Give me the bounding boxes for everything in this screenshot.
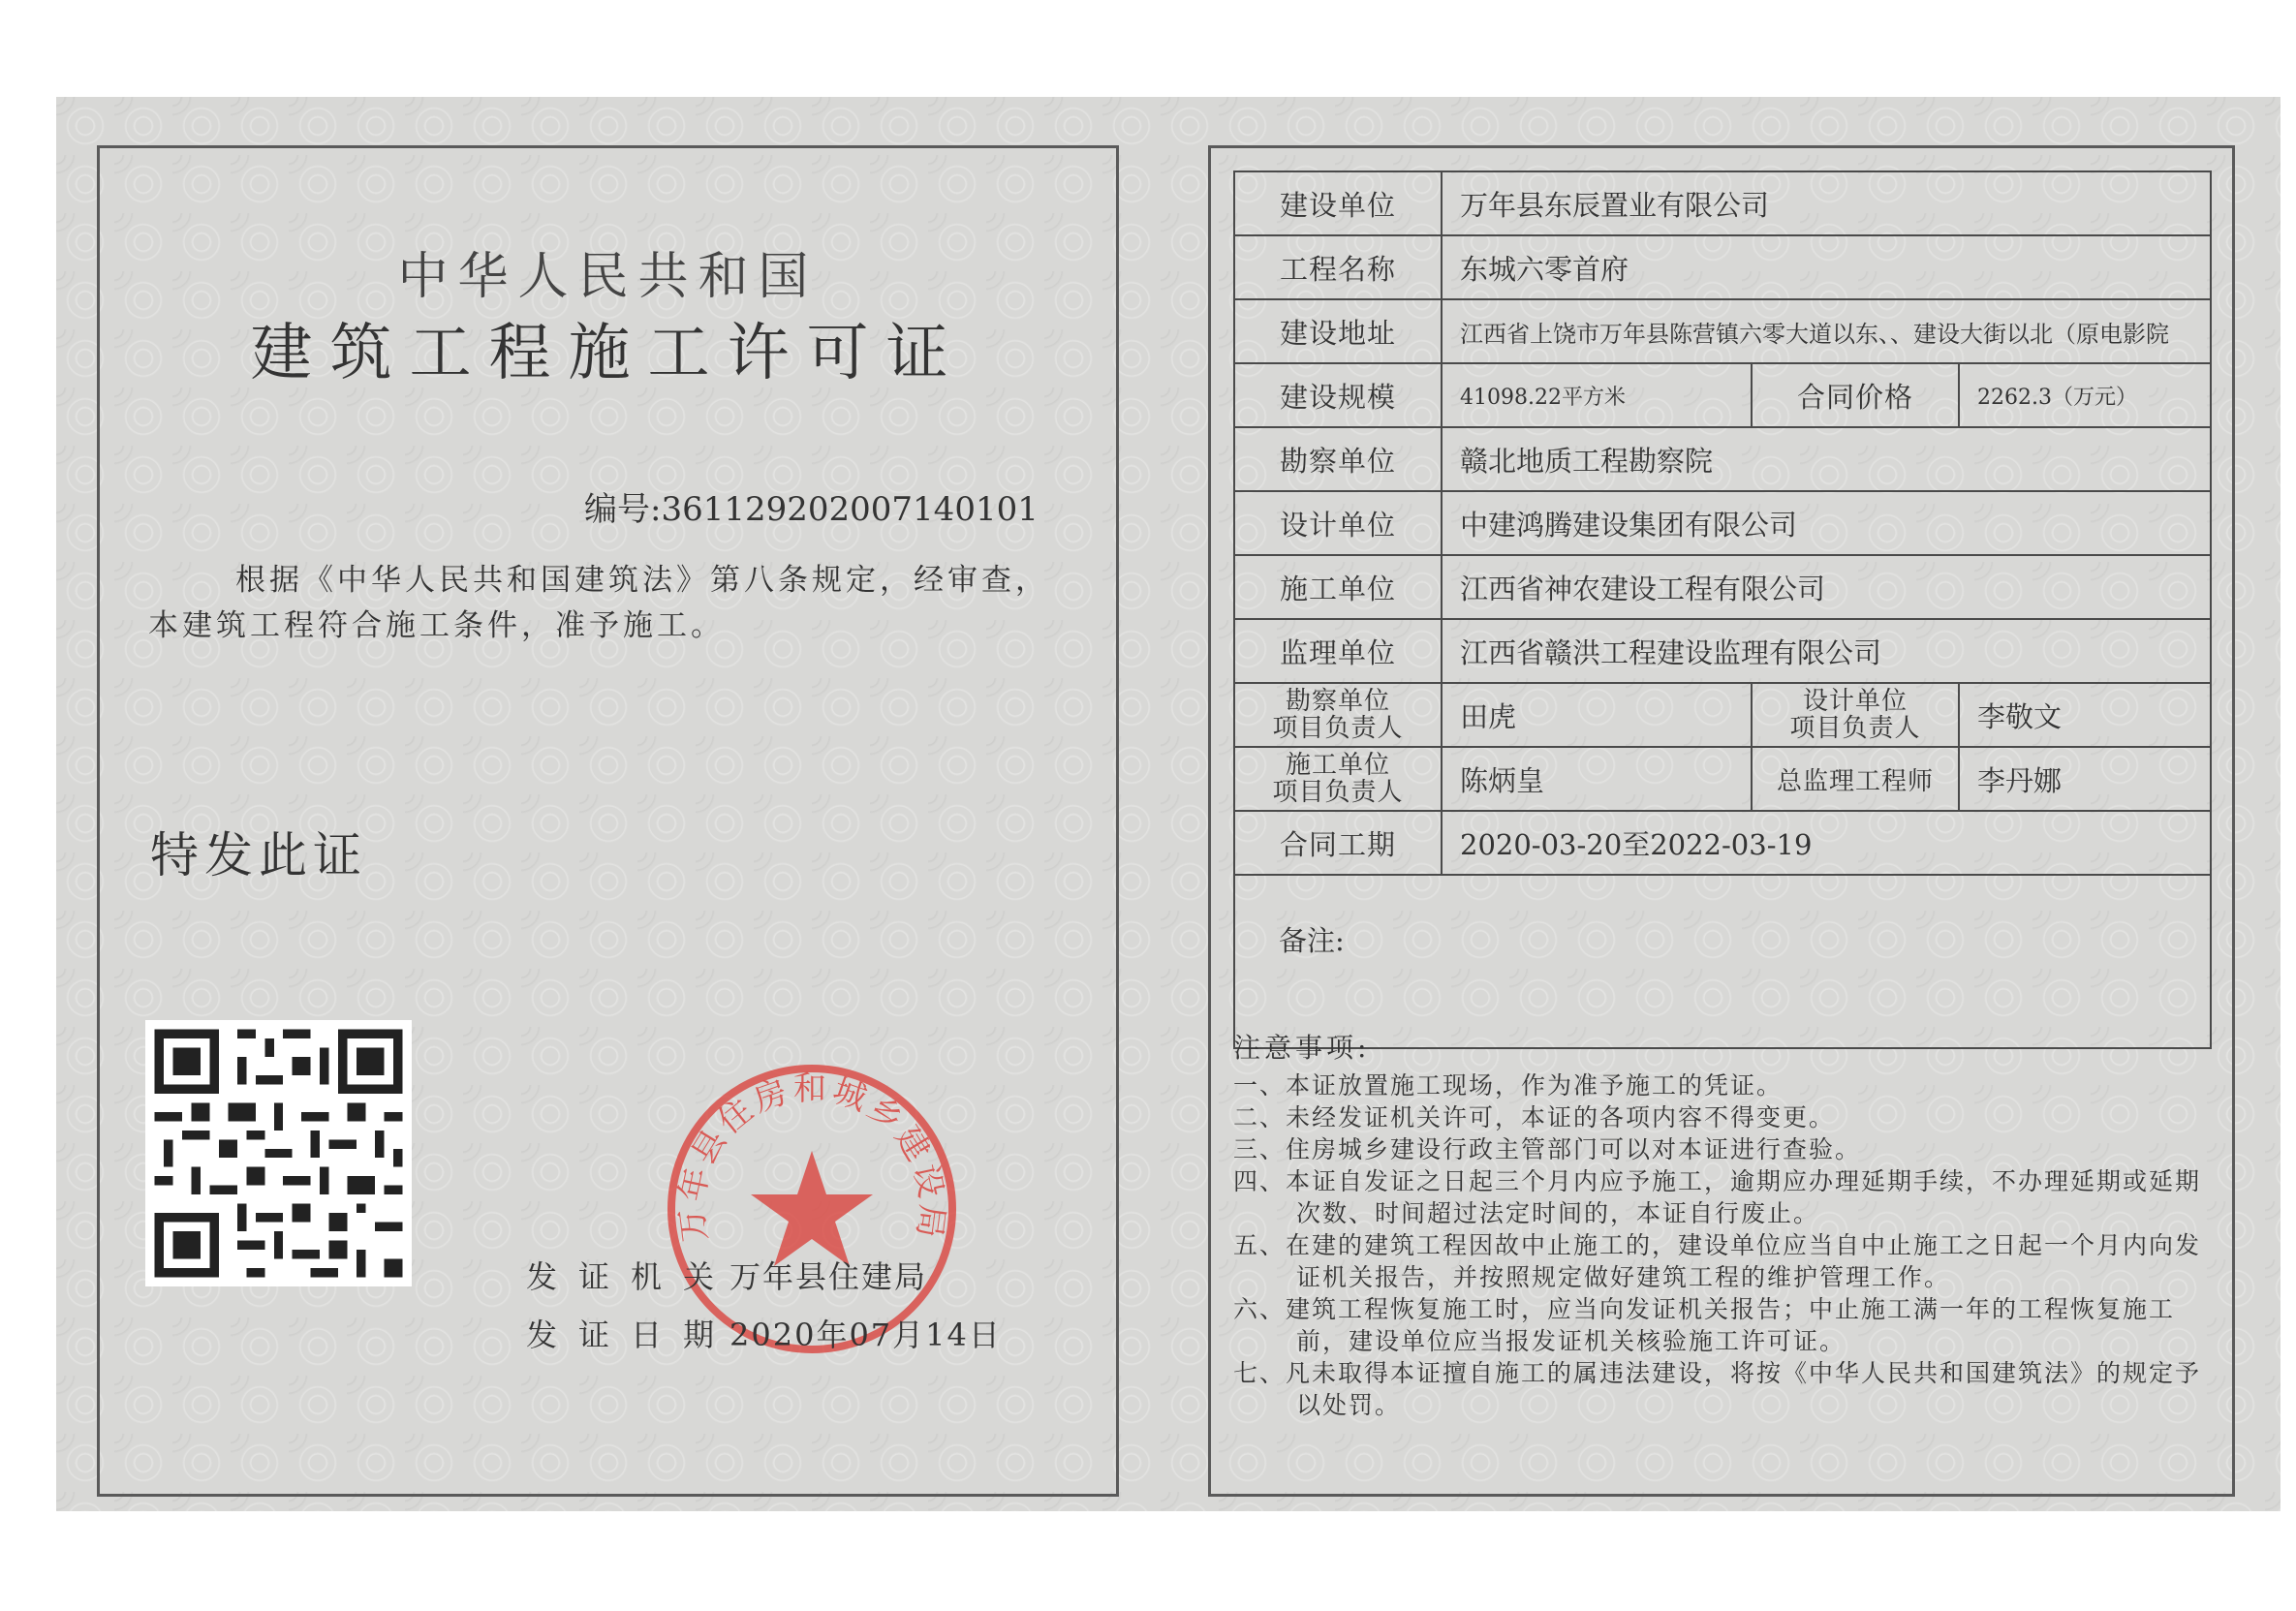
table-row [1234,811,2211,875]
scale-value: 41098.22平方米 [1442,363,1752,427]
list-item: 三、住房城乡建设行政主管部门可以对本证进行查验。 [1233,1135,1862,1163]
construction-unit-label: 施工单位 [1234,555,1442,619]
supervision-unit-label: 监理单位 [1234,619,1442,683]
issue-date-row [526,1311,1002,1355]
number-label: 编号: [584,490,662,529]
supervision-unit-value: 江西省赣洪工程建设监理有限公司 [1442,619,2211,683]
issue-date-value: 2020年07月14日 [729,1317,1002,1353]
design-pm-value: 李敬文 [1959,683,2211,747]
table-row [1234,555,2211,619]
price-value: 2262.3（万元） [1959,363,2211,427]
survey-unit-label: 勘察单位 [1234,427,1442,491]
table-row [1234,683,2211,747]
project-name-label: 工程名称 [1234,235,1442,299]
construction-unit-value: 江西省神农建设工程有限公司 [1442,555,2211,619]
design-unit-value: 中建鸿腾建设集团有限公司 [1442,491,2211,555]
table-row [1234,363,2211,427]
chief-supervisor-label: 总监理工程师 [1752,747,1959,811]
design-unit-label: 设计单位 [1234,491,1442,555]
notes-section [1233,1032,2212,1421]
address-label: 建设地址 [1234,299,1442,363]
construction-pm-label [1234,747,1442,811]
issuer-row [526,1253,927,1297]
design-pm-label [1752,683,1959,747]
design-pm-label-line2: 项目负责人 [1789,714,1921,743]
survey-pm-label-line1: 勘察单位 [1285,687,1390,716]
table-row [1234,235,2211,299]
certificate-number [584,482,1039,530]
table-row [1234,299,2211,363]
list-item: 四、本证自发证之日起三个月内应予施工，逾期应办理延期手续，不办理延期或延期次数、时间超过法定时间的，本证自行废止。 [1233,1167,2202,1227]
builder-label: 建设单位 [1234,171,1442,235]
address-value: 江西省上饶市万年县陈营镇六零大道以东、、建设大街以北（原电影院 [1442,299,2211,363]
contract-period-label: 合同工期 [1234,811,1442,875]
seal-text: 万年县住房和城乡建设局 [671,1069,952,1244]
issue-date-label: 发证日期 [526,1317,736,1353]
table-row [1234,491,2211,555]
survey-pm-label [1234,683,1442,747]
table-row [1234,747,2211,811]
project-name-value: 东城六零首府 [1442,235,2211,299]
notes-heading: 注意事项: [1233,1032,1371,1064]
special-issue-text: 特发此证 [150,827,367,883]
construction-pm-value: 陈炳皇 [1442,747,1752,811]
list-item: 二、未经发证机关许可，本证的各项内容不得变更。 [1233,1103,1836,1131]
number-value: 361129202007140101 [661,490,1039,529]
survey-pm-label-line2: 项目负责人 [1272,714,1404,743]
contract-period-value: 2020-03-20至2022-03-19 [1442,811,2211,875]
issuer-value: 万年县住建局 [729,1258,928,1295]
remarks-label: 备注: [1279,924,1345,957]
chief-supervisor-value: 李丹娜 [1959,747,2211,811]
table-row [1234,171,2211,235]
qr-code-icon [145,1020,412,1286]
construction-pm-label-line1: 施工单位 [1285,751,1390,780]
survey-unit-value: 赣北地质工程勘察院 [1442,427,2211,491]
project-details-table [1233,170,2212,1049]
legal-basis-line2: 本建筑工程符合施工条件，准予施工。 [148,608,725,643]
certificate-title: 建筑工程施工许可证 [250,318,966,389]
list-item: 六、建筑工程恢复施工时，应当向发证机关报告；中止施工满一年的工程恢复施工前，建设单位应当报发证机关核验施工许可证。 [1233,1295,2176,1355]
scale-label: 建设规模 [1234,363,1442,427]
legal-basis-line1: 根据《中华人民共和国建筑法》第八条规定，经审查， [235,563,1049,598]
builder-value: 万年县东辰置业有限公司 [1442,171,2211,235]
issuer-label: 发证机关 [526,1258,736,1295]
table-row [1234,875,2211,1048]
list-item: 一、本证放置施工现场，作为准予施工的凭证。 [1233,1071,1784,1100]
construction-pm-label-line2: 项目负责人 [1272,778,1404,807]
certificate-front-panel [97,145,1119,1497]
design-pm-label-line1: 设计单位 [1802,687,1908,716]
table-row [1234,427,2211,491]
list-item: 七、凡未取得本证擅自施工的属违法建设，将按《中华人民共和国建筑法》的规定予以处罚。 [1233,1359,2202,1419]
price-label: 合同价格 [1752,363,1959,427]
country-name: 中华人民共和国 [397,248,819,306]
survey-pm-value: 田虎 [1442,683,1752,747]
list-item: 五、在建的建筑工程因故中止施工的，建设单位应当自中止施工之日起一个月内向发证机关报告，并按照规定做好建筑工程的维护管理工作。 [1233,1231,2202,1291]
certificate-details-panel [1208,145,2235,1497]
table-row [1234,619,2211,683]
remarks-cell [1234,875,2211,1048]
